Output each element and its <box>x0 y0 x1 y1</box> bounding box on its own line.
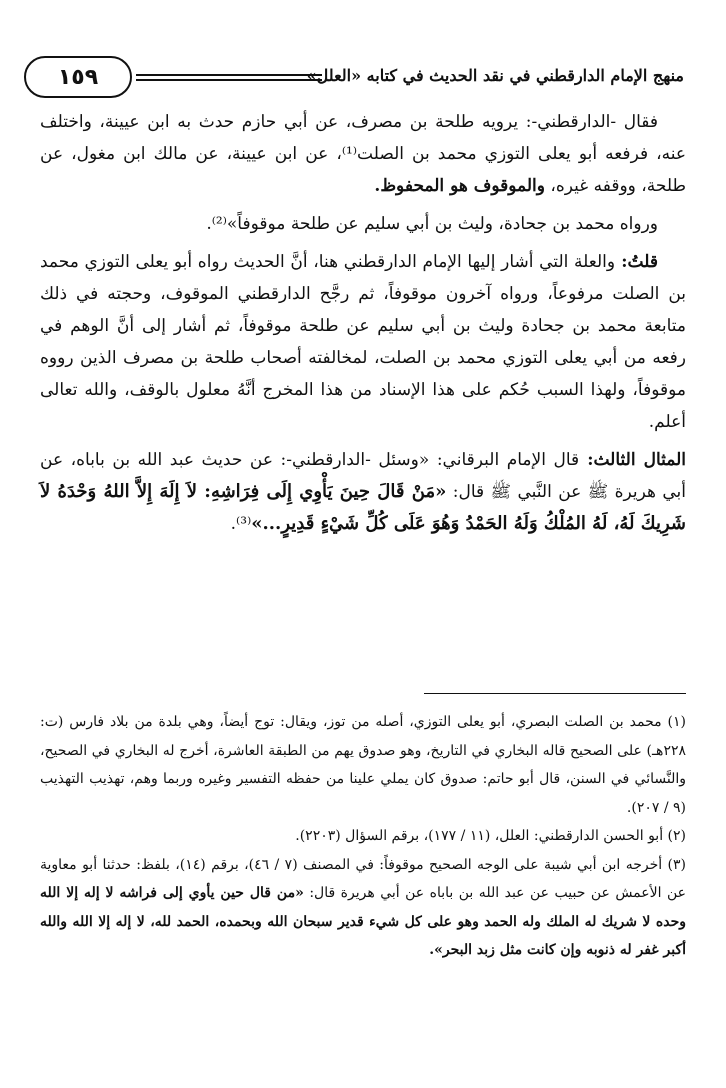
paragraph-1 <box>40 106 686 202</box>
footnotes <box>40 708 686 965</box>
paragraph-4-text: قال الإمام البرقاني: «وسئل -الدارقطني-: عن حديث عبد الله بن باباه، عن أبي هريرة ﷺ عن النَّبي ﷺ قال: <box>40 450 687 502</box>
footnote-3-text: (٣) أخرجه ابن أبي شيبة على الوجه الصحيح موقوفاً: في المصنف (٧ / ٤٦)، برقم (١٤)، بلفظ: حدثنا أبو معاوية عن الأعمش عن حبيب عن عبد الله بن باباه عن أبي هريرة قال: <box>40 856 686 901</box>
footnote-3-bold: «من قال حين يأوي إلى فراشه لا إله إلا الله وحده لا شريك له الملك وله الحمد وهو على كل شيء قدير سبحان الله وبحمده، الحمد لله، لا إله إلا الله والله أكبر غفر له ذنوبه وإن كانت مثل زبد البحر». <box>40 885 686 958</box>
header-double-rule <box>136 74 322 81</box>
hadith-quote: «مَنْ قَالَ حِينَ يَأْوِي إِلَى فِرَاشِهِ: لاَ إِلَهَ إِلاَّ اللهُ وَحْدَهُ لاَ شَرِيكَ لَهُ، لَهُ المُلْكُ وَلَهُ الحَمْدُ وَهُوَ عَلَى كُلِّ شَيْءٍ قَدِيرٍ...» <box>40 481 686 534</box>
paragraph-4 <box>40 444 686 540</box>
footnote-3 <box>40 851 686 965</box>
page-number-badge: ١٥٩ <box>24 56 132 98</box>
paragraph-4-lead: المثال الثالث: <box>579 450 687 470</box>
paragraph-3-text: والعلة التي أشار إليها الإمام الدارقطني هنا، أنَّ الحديث رواه أبو يعلى التوزي محمد بن الصلت مرفوعاً، ورواه آخرون موقوفاً، ثم رجَّح الدارقطني الموقوف، وحجته في ذلك متابعة محمد بن جحادة وليث بن أبي سليم عن طلحة موقوفاً، ثم أشار إلى أنَّ الوهم في رفعه من أبي يعلى التوزي محمد بن الصلت، لمخالفته أصحاب طلحة بن مصرف الذين رووه موقوفاً، ولهذا السبب حُكم على هذا الإسناد من هذا المخرج أنَّهُ معلول بالوقف، والله تعالى أعلم. <box>40 252 686 432</box>
page-header <box>18 56 684 100</box>
running-title: منهج الإمام الدارقطني في نقد الحديث في كتابه «العلل» <box>306 66 684 85</box>
footnote-2: (٢) أبو الحسن الدارقطني: العلل، (١١ / ١٧٧)، برقم السؤال (٢٢٠٣). <box>295 828 686 844</box>
paragraph-3-lead: قلتُ: <box>615 252 658 272</box>
footnote-1: (١) محمد بن الصلت البصري، أبو يعلى التوزي، أصله من توز، ويقال: توج أيضاً، وهي بلدة من بلاد فارس (ت: ٢٢٨هـ) على الصحيح قاله البخاري في التاريخ، وهو صدوق يهم من الطبقة العاشرة، أخرج له البخاري في الصحيح، والنَّسائي في السنن، قال أبو حاتم: صدوق كان يملي علينا من حفظه التفسير وغيره وربما وهم، تهذيب التهذيب (٩ / ٢٠٧). <box>40 714 686 816</box>
paragraph-2: ورواه محمد بن جحادة، وليث بن أبي سليم عن طلحة موقوفاً»⁽²⁾. <box>206 214 658 234</box>
paragraph-4-end: ⁽³⁾. <box>230 514 252 534</box>
main-text <box>40 106 686 546</box>
paragraph-1-text: فقال -الدارقطني-: يرويه طلحة بن مصرف، عن أبي حازم حدث به ابن عيينة، واختلف عنه، فرفعه أبو يعلى التوزي محمد بن الصلت⁽¹⁾، عن ابن عيينة، عن مالك ابن مغول، عن طلحة، ووقفه غيره، <box>40 112 686 196</box>
paragraph-1-bold: والموقوف هو المحفوظ. <box>374 176 545 196</box>
footnote-separator <box>424 693 686 694</box>
paragraph-3 <box>40 246 686 438</box>
